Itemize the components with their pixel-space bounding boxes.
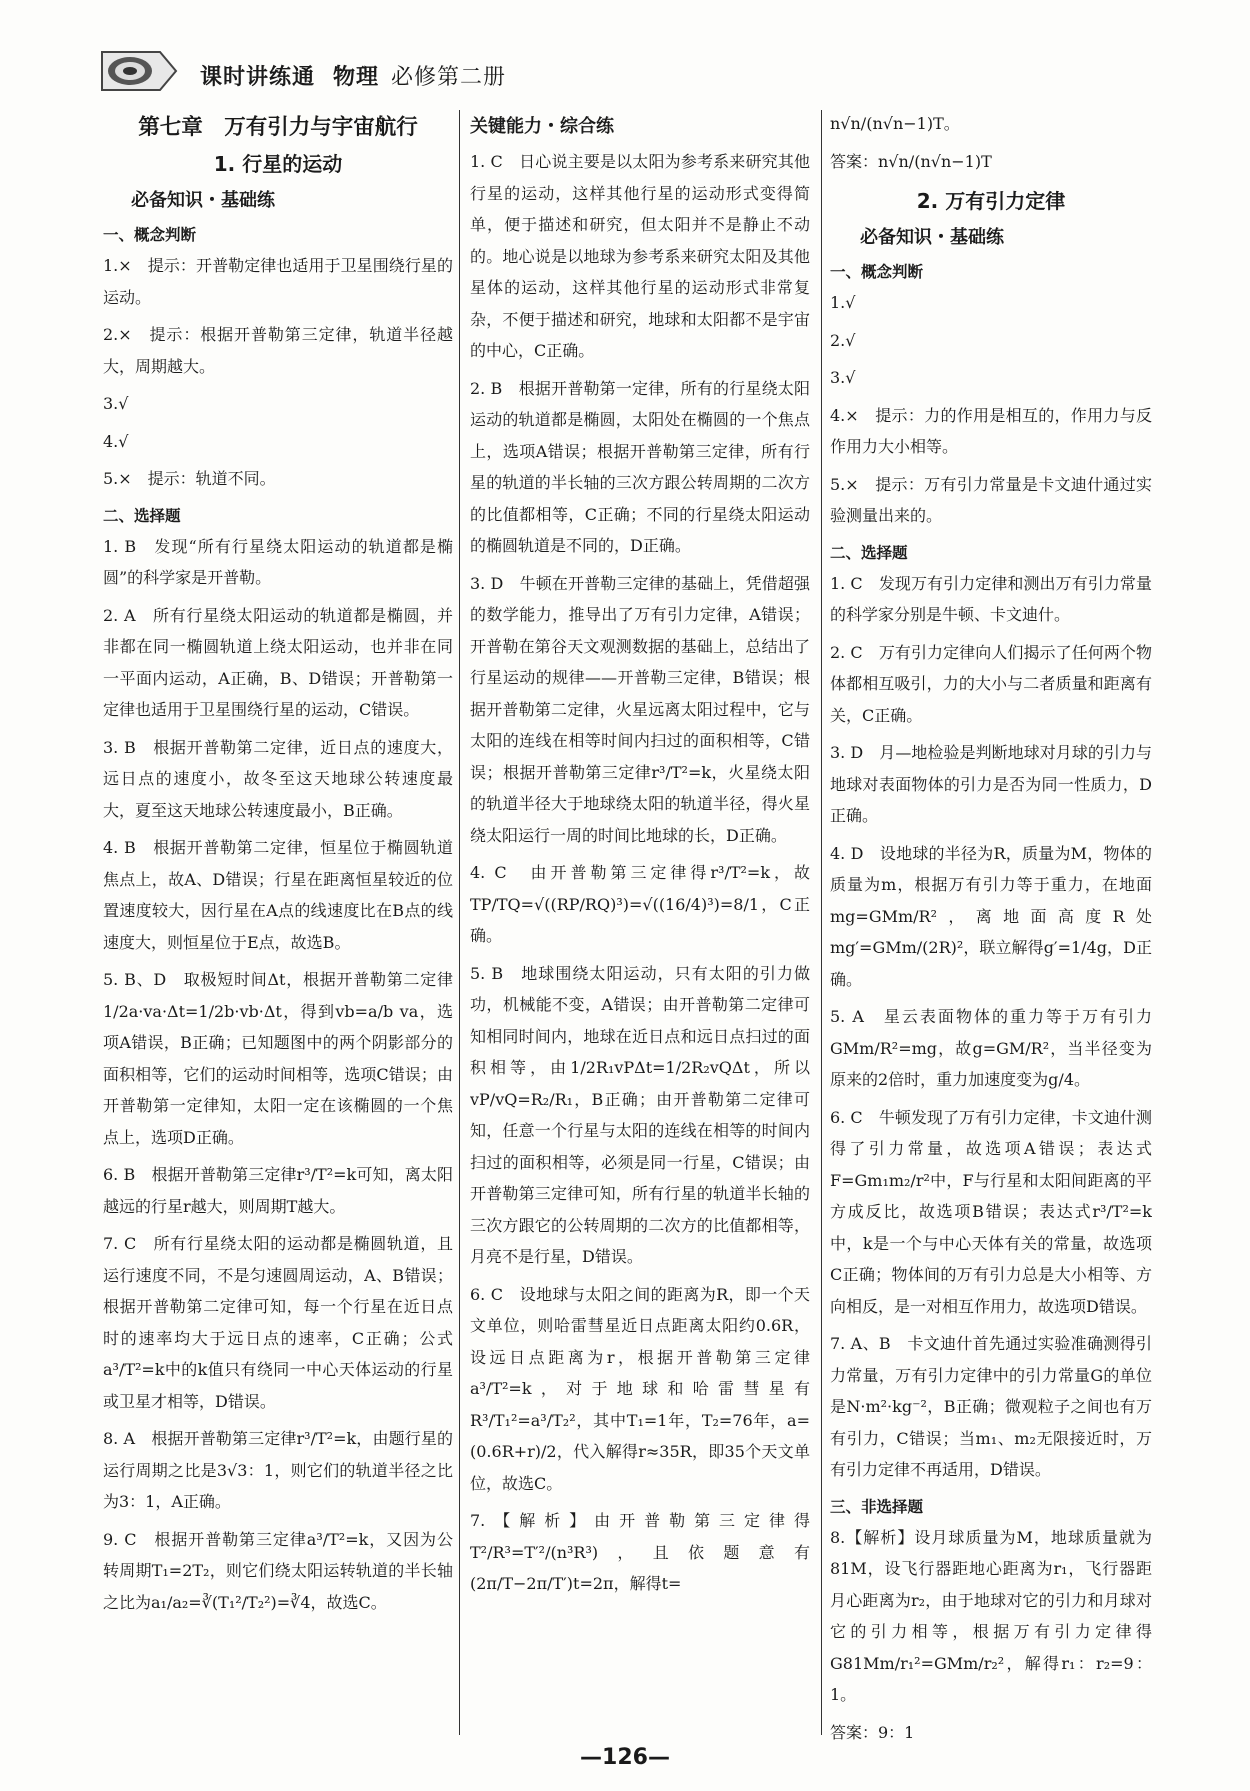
subject-name: 物理 [333, 65, 380, 90]
category-heading: 二、选择题 [103, 506, 181, 525]
column-1 [103, 108, 453, 1748]
answer-item: 8. A 根据开普勒第三定律r³/T²=k，由题行星的运行周期之比是3√3：1，则它们的轨道半径之比为3：1，A正确。 [103, 1429, 453, 1511]
answer-item: 2. C 万有引力定律向人们揭示了任何两个物体都相互吸引，力的大小与二者质量和距离有关，C正确。 [830, 642, 1152, 725]
column-2 [470, 108, 810, 1748]
answer-item: 5.× 提示：轨道不同。 [103, 469, 276, 488]
answer-item: 5. A 星云表面物体的重力等于万有引力GMm/R²=mg，故g=GM/R²，当半径变为原来的2倍时，重力加速度变为g/4。 [830, 1007, 1152, 1089]
answer-item: 1.√ [830, 293, 856, 312]
answer-item: 3. B 根据开普勒第二定律，近日点的速度大，远日点的速度小，故冬至这天地球公转速度最大，夏至这天地球公转速度最小，B正确。 [103, 737, 453, 820]
category-heading: 三、非选择题 [830, 1497, 924, 1516]
column-divider [821, 110, 822, 1735]
book-title [200, 60, 506, 91]
answer-item: 4.× 提示：力的作用是相互的，作用力与反作用力大小相等。 [830, 405, 1152, 456]
answer-item: 6. C 牛顿发现了万有引力定律，卡文迪什测得了引力常量，故选项A错误；表达式F=Gm₁m₂/r²中，F与行星和太阳间距离的平方成反比，故选项B错误；表达式r³/T²=k中，k是一个与中心天体有关的常量，故选项C正确；物体间的万有引力总是大小相等、方向相反，是一对相互作用力，故选项D错误。 [830, 1107, 1152, 1316]
answer-item: 5.× 提示：万有引力常量是卡文迪什通过实验测量出来的。 [830, 474, 1152, 525]
page-header [100, 40, 1100, 102]
section-heading: 必备知识・基础练 [131, 190, 275, 211]
lesson-title: 1. 行星的运动 [213, 152, 343, 176]
answer-item: 6. B 根据开普勒第三定律r³/T²=k可知，离太阳越远的行星r越大，则周期T越大。 [103, 1165, 453, 1216]
answer-item: 7. C 所有行星绕太阳的运动都是椭圆轨道，且运行速度不同，不是匀速圆周运动，A、B错误；根据开普勒第二定律可知，每一个行星在近日点时的速率均大于远日点的速率，C正确；公式a³/T²=k中的k值只有绕同一中心天体运动的行星或卫星才相等，D错误。 [103, 1234, 453, 1411]
answer-item: 答案：n√n/(n√n−1)T [830, 151, 992, 171]
answer-item: 9. C 根据开普勒第三定律a³/T²=k，又因为公转周期T₁=2T₂，则它们绕太阳运转轨道的半长轴之比为a₁/a₂=∛(T₁²/T₂²)=∛4，故选C。 [103, 1529, 453, 1612]
lesson-title: 2. 万有引力定律 [916, 189, 1066, 213]
category-heading: 一、概念判断 [103, 226, 197, 244]
answer-item: 2.× 提示：根据开普勒第三定律，轨道半径越大，周期越大。 [103, 325, 453, 376]
answer-item: 4. C 由开普勒第三定律得r³/T²=k，故TP/TQ=√((RP/RQ)³)=√((16/4)³)=8/1，C正确。 [470, 863, 810, 945]
answer-item: 2. A 所有行星绕太阳运动的轨道都是椭圆，并非都在同一椭圆轨道上绕太阳运动，也并非在同一平面内运动，A正确，B、D错误；开普勒第一定律也适用于卫星围绕行星的运动，C错误。 [103, 605, 453, 719]
column-divider [459, 110, 460, 1735]
answer-item: 2.√ [830, 330, 856, 350]
answer-item: 4. B 根据开普勒第二定律，恒星位于椭圆轨道焦点上，故A、D错误；行星在距离恒星较近的位置速度较大，因行星在A点的线速度比在B点的线速度大，则恒星位于E点，故选B。 [103, 838, 453, 952]
chapter-title: 第七章 万有引力与宇宙航行 [138, 115, 418, 140]
answer-item: 3.√ [103, 394, 129, 413]
answer-item: 1. B 发现“所有行星绕太阳运动的轨道都是椭圆”的科学家是开普勒。 [103, 536, 453, 587]
page-number: —126— [580, 1745, 670, 1770]
answer-item: 5. B 地球围绕太阳运动，只有太阳的引力做功，机械能不变，A错误；由开普勒第二定律可知相同时间内，地球在近日点和远日点扫过的面积相等，由1/2R₁vPΔt=1/2R₂vQΔt，所以vP/vQ=R₂/R₁，B正确；由开普勒第二定律可知，任意一个行星与太阳的连线在相等的时间内扫过的面积相等，必须是同一行星，C错误；由开普勒第三定律可知，所有行星的轨道半长轴的三次方跟它的公转周期的二次方的比值都相等，月亮不是行星，D错误。 [470, 963, 810, 1266]
answer-item: 7. A、B 卡文迪什首先通过实验准确测得引力常量，万有引力定律中的引力常量G的单位是N·m²·kg⁻²，B正确；微观粒子之间也有万有引力，C错误；当m₁、m₂无限接近时，万有引力定律不再适用，D错误。 [830, 1334, 1152, 1479]
answer-item: n√n/(n√n−1)T。 [830, 114, 960, 133]
answer-item: 8.【解析】设月球质量为M，地球质量就为81M，设飞行器距地心距离为r₁，飞行器距月心距离为r₂，由于地球对它的引力和月球对它的引力相等，根据万有引力定律得G81Mm/r₁²=GMm/r₂²，解得r₁：r₂=9：1。 [830, 1527, 1152, 1704]
answer-item: 3. D 月—地检验是判断地球对月球的引力与地球对表面物体的引力是否为同一性质力，D正确。 [830, 743, 1152, 825]
series-name: 课时讲练通 [200, 65, 316, 90]
answer-item: 答案：9：1 [830, 1722, 915, 1742]
answer-item: 1.× 提示：开普勒定律也适用于卫星围绕行星的运动。 [103, 256, 453, 307]
publisher-logo-icon [100, 46, 180, 96]
answer-item: 7.【解析】由开普勒第三定律得T²/R³=T′²/(n³R³)，且依题意有(2π/T−2π/T′)t=2π，解得t= [470, 1511, 810, 1593]
column-3 [830, 108, 1152, 1748]
answer-item: 2. B 根据开普勒第一定律，所有的行星绕太阳运动的轨道都是椭圆，太阳处在椭圆的一个焦点上，选项A错误；根据开普勒第三定律，所有行星的轨道的半长轴的三次方跟公转周期的二次方的比值都相等，C正确；不同的行星绕太阳运动的椭圆轨道是不同的，D正确。 [470, 378, 810, 555]
answer-item: 1. C 日心说主要是以太阳为参考系来研究其他行星的运动，这样其他行星的运动形式变得简单，便于描述和研究，但太阳并不是静止不动的。地心说是以地球为参考系来研究太阳及其他星体的运动，这样其他行星的运动形式非常复杂，不便于描述和研究，地球和太阳都不是宇宙的中心，C正确。 [470, 152, 810, 360]
category-heading: 一、概念判断 [830, 263, 924, 281]
answer-item: 1. C 发现万有引力定律和测出万有引力常量的科学家分别是牛顿、卡文迪什。 [830, 573, 1152, 624]
section-heading: 必备知识・基础练 [860, 227, 1004, 248]
answer-item: 5. B、D 取极短时间Δt，根据开普勒第二定律1/2a·va·Δt=1/2b·vb·Δt，得到vb=a/b va，选项A错误，B正确；已知题图中的两个阴影部分的面积相等，它们的运动时间相等，选项C错误；由开普勒第一定律知，太阳一定在该椭圆的一个焦点上，选项D正确。 [103, 970, 453, 1147]
section-heading: 关键能力・综合练 [470, 116, 614, 137]
answer-item: 4.√ [103, 431, 129, 451]
answer-item: 3. D 牛顿在开普勒三定律的基础上，凭借超强的数学能力，推导出了万有引力定律，A错误；开普勒在第谷天文观测数据的基础上，总结出了行星运动的规律——开普勒三定律，B错误；根据开普勒第二定律，火星远离太阳过程中，它与太阳的连线在相等时间内扫过的面积相等，C错误；根据开普勒第三定律r³/T²=k，火星绕太阳的轨道半径大于地球绕太阳的轨道半径，得火星绕太阳运行一周的时间比地球的长，D正确。 [470, 573, 810, 845]
answer-item: 6. C 设地球与太阳之间的距离为R，即一个天文单位，则哈雷彗星近日点距离太阳约0.6R，设远日点距离为r，根据开普勒第三定律a³/T²=k，对于地球和哈雷彗星有R³/T₁²=a³/T₂²，其中T₁=1年，T₂=76年，a=(0.6R+r)/2，代入解得r≈35R，即35个天文单位，故选C。 [470, 1284, 810, 1493]
volume-name: 必修第二册 [391, 65, 507, 90]
category-heading: 二、选择题 [830, 543, 908, 562]
answer-item: 4. D 设地球的半径为R，质量为M，物体的质量为m，根据万有引力等于重力，在地面mg=GMm/R²，离地面高度R处mg′=GMm/(2R)²，联立解得g′=1/4g，D正确。 [830, 843, 1152, 989]
answer-item: 3.√ [830, 368, 856, 387]
